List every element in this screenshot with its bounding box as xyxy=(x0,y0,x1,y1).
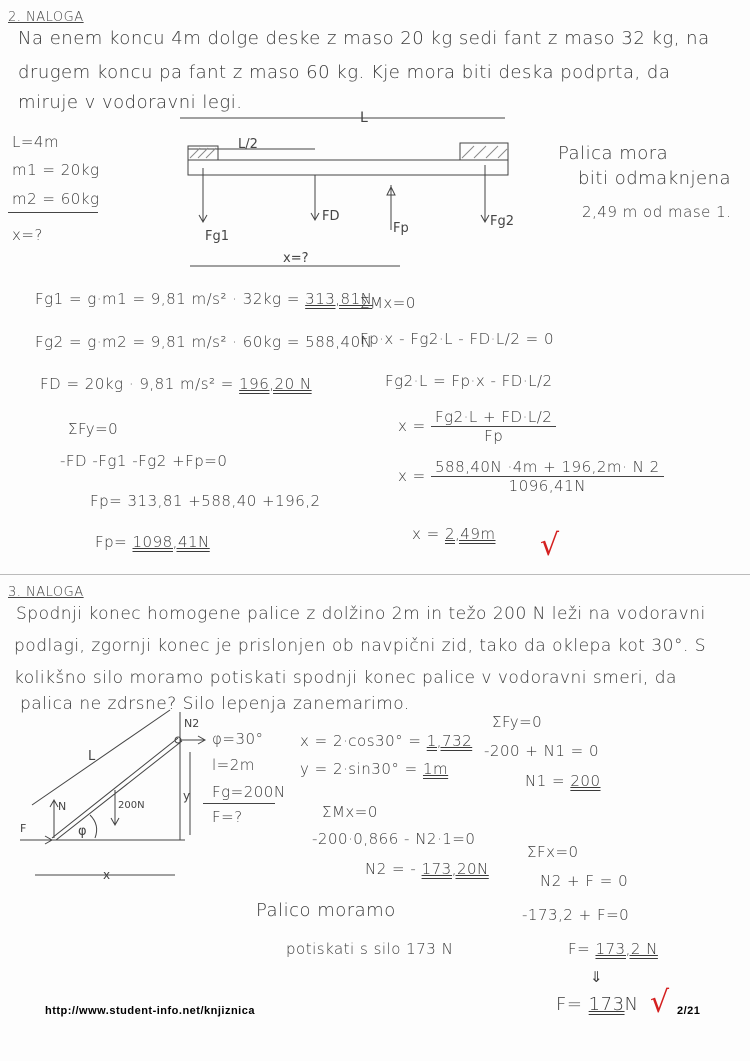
label-weight: 200N xyxy=(118,800,145,811)
result-fg1: 313,81N xyxy=(305,290,373,308)
equation: -173,2 + F=0 xyxy=(522,906,630,924)
equation: -FD -Fg1 -Fg2 +Fp=0 xyxy=(60,452,228,470)
label-l: L xyxy=(88,749,96,764)
given-unknown: x=? xyxy=(12,226,43,244)
denominator: 1096,41N xyxy=(508,477,586,495)
equation xyxy=(365,860,489,878)
equation: -200 + N1 = 0 xyxy=(484,742,600,760)
label-fg2: Fg2 xyxy=(490,214,515,229)
given-value: m1 = 20kg xyxy=(12,161,100,179)
task3-text-line: Spodnji konec homogene palice z dolžino 2m in težo 200 N leži na vodoravni xyxy=(16,604,706,624)
equation-text: x = 2·cos30° = xyxy=(300,732,427,750)
task3-text-line: podlagi, zgornji konec je prislonjen ob navpični zid, tako da oklepa kot 30°. S xyxy=(14,636,707,656)
denominator: Fp xyxy=(484,427,504,445)
result-unit: N xyxy=(624,994,639,1015)
equation-text: x = xyxy=(412,525,445,543)
result-x: 2,49m xyxy=(444,525,496,543)
task3-text-line: palica ne zdrsne? Silo lepenja zanemarimo. xyxy=(20,694,410,714)
label-L: L xyxy=(360,110,368,126)
result-x: 1,732 xyxy=(426,732,473,750)
conclusion-line: potiskati s silo 173 N xyxy=(286,940,454,958)
task3-heading: 3. NALOGA xyxy=(8,585,84,600)
equation-text: Fg1 = g·m1 = 9,81 m/s² · 32kg = xyxy=(35,290,306,308)
task2-text-line: miruje v vodoravni legi. xyxy=(18,92,243,113)
equation: -200·0,866 - N2·1=0 xyxy=(312,830,476,848)
numerator: Fg2·L + FD·L/2 xyxy=(431,408,556,427)
result-n1: 200 xyxy=(570,772,601,790)
equation: ΣMx=0 xyxy=(360,294,416,312)
note-line: biti odmaknjena xyxy=(578,168,732,189)
equation: N2 + F = 0 xyxy=(540,872,629,890)
final-result xyxy=(556,994,639,1015)
label-fp: Fp xyxy=(393,221,409,236)
given-value: L=4m xyxy=(12,133,60,151)
given-value: m2 = 60kg xyxy=(12,190,100,208)
length-dimension-line xyxy=(32,710,170,805)
equation-text: x = xyxy=(398,417,431,435)
result-f: 173,2 N xyxy=(595,940,658,958)
label-half: L/2 xyxy=(238,137,258,152)
equation-text: N2 = - xyxy=(365,860,422,878)
equation: ΣFy=0 xyxy=(492,713,543,731)
task2-text-line: Na enem koncu 4m dolge deske z maso 20 kg sedi fant z maso 32 kg, na xyxy=(18,28,710,49)
equation xyxy=(300,760,448,778)
implies-arrow: ⇓ xyxy=(590,968,604,986)
label-x: x=? xyxy=(283,251,309,266)
task3-text-line: kolikšno silo moramo potiskati spodnji konec palice v vodoravni smeri, da xyxy=(14,668,677,688)
equation-text: FD = 20kg · 9,81 m/s² = xyxy=(40,375,240,393)
equation: ΣFy=0 xyxy=(68,420,119,438)
label-n2: N2 xyxy=(184,717,200,730)
label-fg1: Fg1 xyxy=(205,229,230,244)
footer-url-link[interactable]: http://www.student-info.net/knjiznica xyxy=(45,1005,255,1017)
equation: Fp= 313,81 +588,40 +196,2 xyxy=(90,492,321,510)
result-value: 173 xyxy=(588,994,625,1015)
label-phi: φ xyxy=(78,824,87,839)
equation xyxy=(568,940,658,958)
label-x: x xyxy=(103,868,111,882)
result-y: 1m xyxy=(422,760,449,778)
result-fp: 1098,41N xyxy=(132,533,210,551)
equation xyxy=(300,732,472,750)
equation: ΣFx=0 xyxy=(527,843,579,861)
given-value: Fg=200N xyxy=(212,783,286,801)
equation-text: N1 = xyxy=(525,772,571,790)
equation: Fp·x - Fg2·L - FD·L/2 = 0 xyxy=(360,330,555,348)
page-number: 2/21 xyxy=(677,1005,701,1017)
task2-text-line: drugem koncu pa fant z maso 60 kg. Kje mora biti deska podprta, da xyxy=(18,62,671,83)
label-n: N xyxy=(58,800,67,813)
label-f: F xyxy=(20,822,27,835)
label-y: y xyxy=(183,789,191,803)
given-value: l=2m xyxy=(212,756,255,774)
note-line: Palica mora xyxy=(558,143,669,164)
equation-text: F= xyxy=(556,994,589,1015)
conclusion-line: Palico moramo xyxy=(256,900,396,921)
equation-text: Fp= xyxy=(95,533,133,551)
equation-text: x = xyxy=(398,467,431,485)
given-divider xyxy=(203,803,275,804)
given-value: φ=30° xyxy=(212,730,264,748)
label-fd: FD xyxy=(322,209,340,224)
equation-text: y = 2·sin30° = xyxy=(300,760,423,778)
equation: Fg2 = g·m2 = 9,81 m/s² · 60kg = 588,40N xyxy=(35,333,373,351)
equation xyxy=(525,772,601,790)
check-mark: √ xyxy=(650,985,670,1020)
check-mark: √ xyxy=(540,528,560,563)
equation: Fg2·L = Fp·x - FD·L/2 xyxy=(385,372,553,390)
note-line: 2,49 m od mase 1. xyxy=(582,203,732,221)
task2-heading: 2. NALOGA xyxy=(8,10,84,25)
numerator: 588,40N ·4m + 196,2m· N 2 xyxy=(431,458,664,477)
given-unknown: F=? xyxy=(212,808,243,826)
equation-text: F= xyxy=(568,940,596,958)
equation: ΣMx=0 xyxy=(322,803,378,821)
result-fd: 196,20 N xyxy=(239,375,312,393)
result-n2: 173,20N xyxy=(421,860,489,878)
